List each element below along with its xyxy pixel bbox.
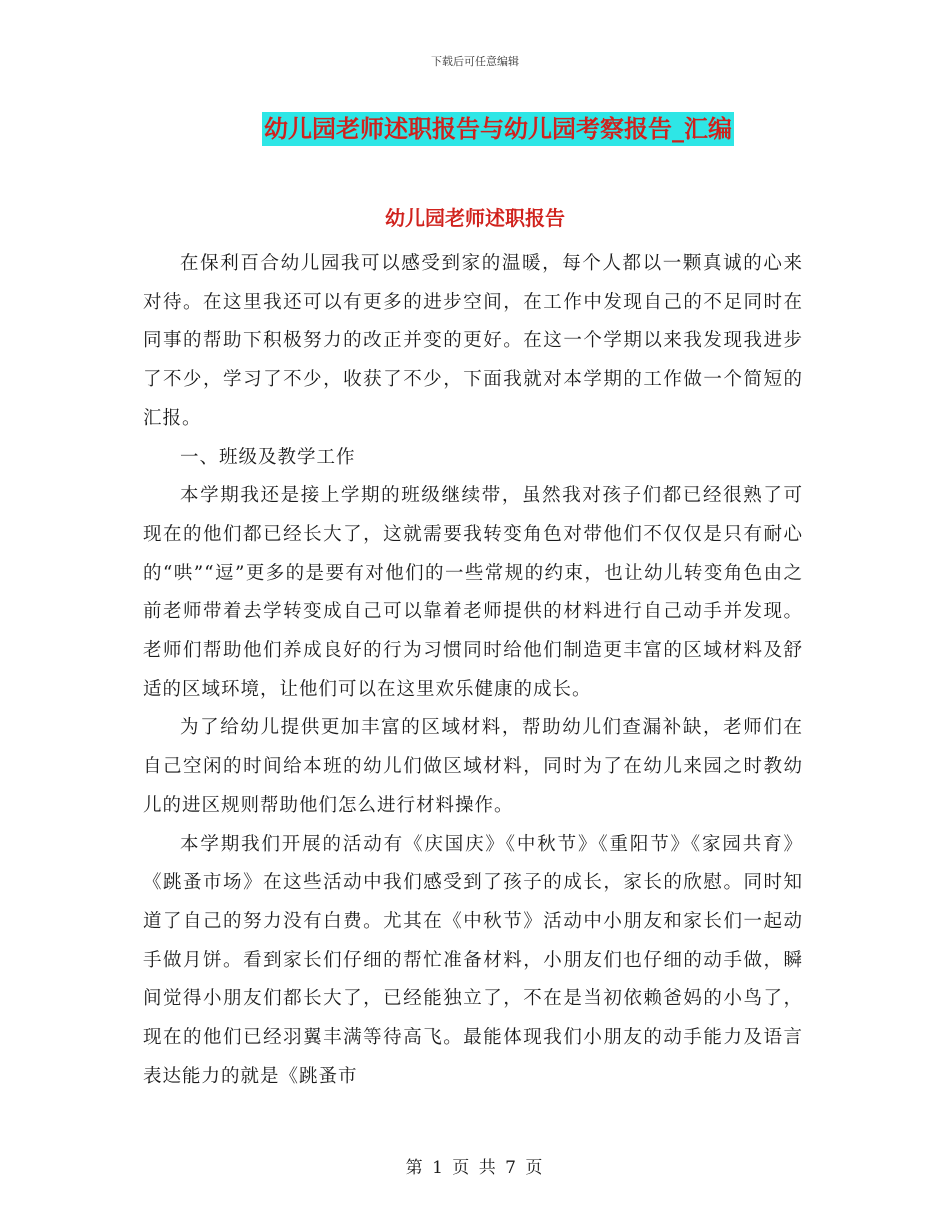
section-title: 幼儿园老师述职报告	[385, 206, 565, 230]
subheading: 一、班级及教学工作	[180, 446, 356, 468]
document-body	[143, 245, 803, 1096]
paragraph: 在保利百合幼儿园我可以感受到家的温暖，每个人都以一颗真诚的心来对待。在这里我还可以有更多的进步空间，在工作中发现自己的不足同时在同事的帮助下积极努力的改正并变的更好。在这一个学期以来我发现我进步了不少，学习了不少，收获了不少，下面我就对本学期的工作做一个简短的汇报。	[143, 253, 803, 429]
paragraph: 本学期我还是接上学期的班级继续带，虽然我对孩子们都已经很熟了可现在的他们都已经长大了，这就需要我转变角色对带他们不仅仅是只有耐心的“哄”“逗”更多的是要有对他们的一些常规的约束，也让幼儿转变角色由之前老师带着去学转变成自己可以靠着老师提供的材料进行自己动手并发现。老师们帮助他们养成良好的行为习惯同时给他们制造更丰富的区域材料及舒适的区域环境，让他们可以在这里欢乐健康的成长。	[143, 485, 803, 700]
paragraph: 本学期我们开展的活动有《庆国庆》《中秋节》《重阳节》《家园共育》《跳蚤市场》在这些活动中我们感受到了孩子的成长，家长的欣慰。同时知道了自己的努力没有白费。尤其在《中秋节》活动中小朋友和家长们一起动手做月饼。看到家长们仔细的帮忙准备材料，小朋友们也仔细的动手做，瞬间觉得小朋友们都长大了，已经能独立了，不在是当初依赖爸妈的小鸟了，现在的他们已经羽翼丰满等待高飞。最能体现我们小朋友的动手能力及语言表达能力的就是《跳蚤市	[143, 833, 803, 1087]
document-title-container	[0, 112, 950, 146]
document-title: 幼儿园老师述职报告与幼儿园考察报告_汇编	[262, 112, 734, 146]
paragraph: 为了给幼儿提供更加丰富的区域材料，帮助幼儿们查漏补缺，老师们在自己空闲的时间给本班的幼儿们做区域材料，同时为了在幼儿来园之时教幼儿的进区规则帮助他们怎么进行材料操作。	[143, 717, 803, 816]
page-footer: 第 1 页 共 7 页	[405, 1158, 545, 1178]
header-note: 下载后可任意编辑	[431, 55, 519, 68]
